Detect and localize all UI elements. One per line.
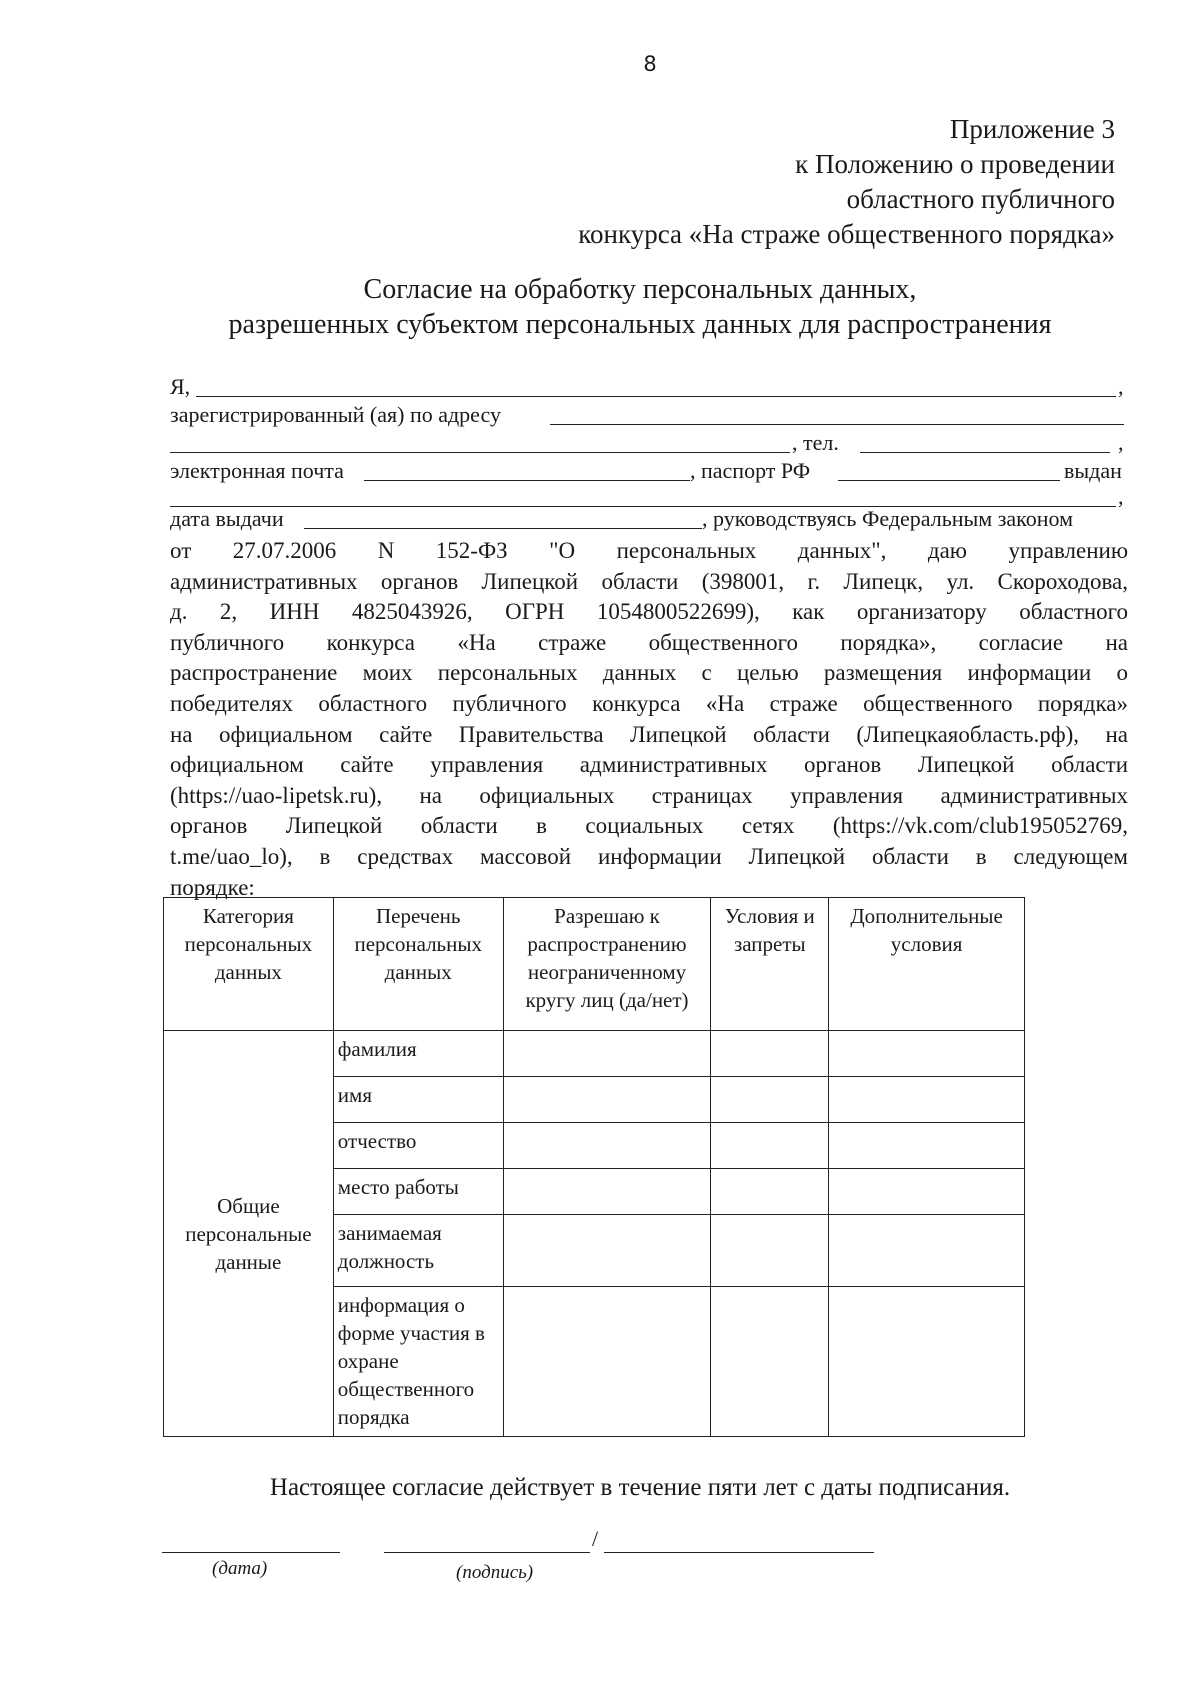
text-line: t.me/uao_lo), в средствах массовой информации Липецкой области в следующем (170, 843, 1128, 869)
form-row-email (170, 456, 1128, 486)
additional-cell[interactable] (829, 1169, 1025, 1215)
signature-label: (подпись) (456, 1562, 534, 1583)
text-line: победителях областного публичного конкурса «На страже общественного порядка» (170, 690, 1128, 716)
appendix-line: областного публичного (846, 184, 1115, 214)
text-line: публичного конкурса «На страже общественного порядка», согласие на (170, 629, 1128, 655)
label-passport: , паспорт РФ (690, 458, 811, 483)
label-registered: зарегистрированный (ая) по адресу (170, 402, 501, 427)
conditions-cell[interactable] (711, 1031, 829, 1077)
text-line: административных органов Липецкой области (398001, г. Липецк, ул. Скороходова, (170, 568, 1128, 594)
text-line: д. 2, ИНН 4825043926, ОГРН 1054800522699), как организатору областного (170, 599, 1128, 625)
personal-data-table (163, 897, 1025, 1437)
form-row-issue-date (170, 504, 1128, 534)
item-cell: фамилия (333, 1031, 503, 1077)
additional-cell[interactable] (829, 1287, 1025, 1437)
label-tel: , тел. (792, 430, 839, 455)
table-header-row (164, 898, 1025, 1031)
text-line: органов Липецкой области в социальных сетях (https://vk.com/club195052769, (170, 813, 1128, 839)
form-row-name (170, 372, 1128, 402)
item-cell: место работы (333, 1169, 503, 1215)
form-row-phone (170, 428, 1128, 458)
allow-cell[interactable] (503, 1169, 711, 1215)
title-line: Согласие на обработку персональных данных, (363, 274, 917, 305)
appendix-line: к Положению о проведении (795, 149, 1115, 179)
allow-cell[interactable] (503, 1123, 711, 1169)
date-label: (дата) (212, 1558, 268, 1579)
label-ya: Я, (170, 374, 191, 399)
category-cell: Общие персональные данные (164, 1031, 334, 1437)
label-issue-date: дата выдачи (170, 506, 284, 531)
allow-cell[interactable] (503, 1287, 711, 1437)
label-email: электронная почта (170, 458, 344, 483)
additional-cell[interactable] (829, 1123, 1025, 1169)
slash: / (592, 1526, 599, 1551)
conditions-cell[interactable] (711, 1215, 829, 1287)
issue-date-field[interactable] (304, 528, 702, 529)
appendix-header (578, 112, 1115, 252)
header-conditions: Условия и запреты (711, 898, 829, 1031)
date-signature-line[interactable] (162, 1552, 340, 1553)
phone-field[interactable] (860, 452, 1110, 453)
address-field-continued[interactable] (170, 452, 790, 453)
name-field[interactable] (196, 396, 1116, 397)
conditions-cell[interactable] (711, 1169, 829, 1215)
name-decoding-line[interactable] (604, 1552, 874, 1553)
page-number: 8 (643, 52, 657, 76)
label-issued: выдан (1064, 458, 1122, 483)
text-line: порядке: (170, 874, 255, 900)
additional-cell[interactable] (829, 1215, 1025, 1287)
conditions-cell[interactable] (711, 1077, 829, 1123)
passport-field[interactable] (838, 480, 1060, 481)
address-field[interactable] (550, 424, 1124, 425)
document-title (160, 272, 1120, 342)
conditions-cell[interactable] (711, 1287, 829, 1437)
item-cell: занимаемая должность (333, 1215, 503, 1287)
additional-cell[interactable] (829, 1031, 1025, 1077)
form-row-address (170, 400, 1128, 430)
appendix-line: Приложение 3 (949, 114, 1115, 144)
header-additional: Дополнительные условия (829, 898, 1025, 1031)
text-line: (https://uao-lipetsk.ru), на официальных страницах управления административных (170, 782, 1128, 808)
comma: , (1118, 374, 1124, 399)
title-line: разрешенных субъектом персональных данных для распространения (228, 309, 1052, 340)
text-line: распространение моих персональных данных с целью размещения информации о (170, 660, 1128, 686)
text-line: от 27.07.2006 N 152-ФЗ "О персональных данных", даю управлению (170, 538, 1128, 563)
comma: , (1118, 484, 1124, 509)
comma: , (1118, 430, 1124, 455)
item-cell: имя (333, 1077, 503, 1123)
header-allow: Разрешаю к распространению неограниченному кругу лиц (да/нет) (503, 898, 711, 1031)
email-field[interactable] (364, 480, 690, 481)
consent-text (170, 536, 1128, 903)
allow-cell[interactable] (503, 1031, 711, 1077)
table-row (164, 1031, 1025, 1077)
allow-cell[interactable] (503, 1215, 711, 1287)
header-category: Категория персональных данных (164, 898, 334, 1031)
text-line: на официальном сайте Правительства Липецкой области (Липецкаяобласть.рф), на (170, 721, 1128, 747)
additional-cell[interactable] (829, 1077, 1025, 1123)
item-cell: информация о форме участия в охране общественного порядка (333, 1287, 503, 1437)
label-guided: , руководствуясь Федеральным законом (702, 506, 1074, 531)
item-cell: отчество (333, 1123, 503, 1169)
allow-cell[interactable] (503, 1077, 711, 1123)
validity-statement: Настоящее согласие действует в течение пяти лет с даты подписания. (269, 1474, 1011, 1501)
conditions-cell[interactable] (711, 1123, 829, 1169)
signature-line[interactable] (384, 1552, 590, 1553)
appendix-line: конкурса «На страже общественного порядка» (578, 219, 1115, 249)
header-list: Перечень персональных данных (333, 898, 503, 1031)
text-line: официальном сайте управления административных органов Липецкой области (170, 752, 1128, 778)
